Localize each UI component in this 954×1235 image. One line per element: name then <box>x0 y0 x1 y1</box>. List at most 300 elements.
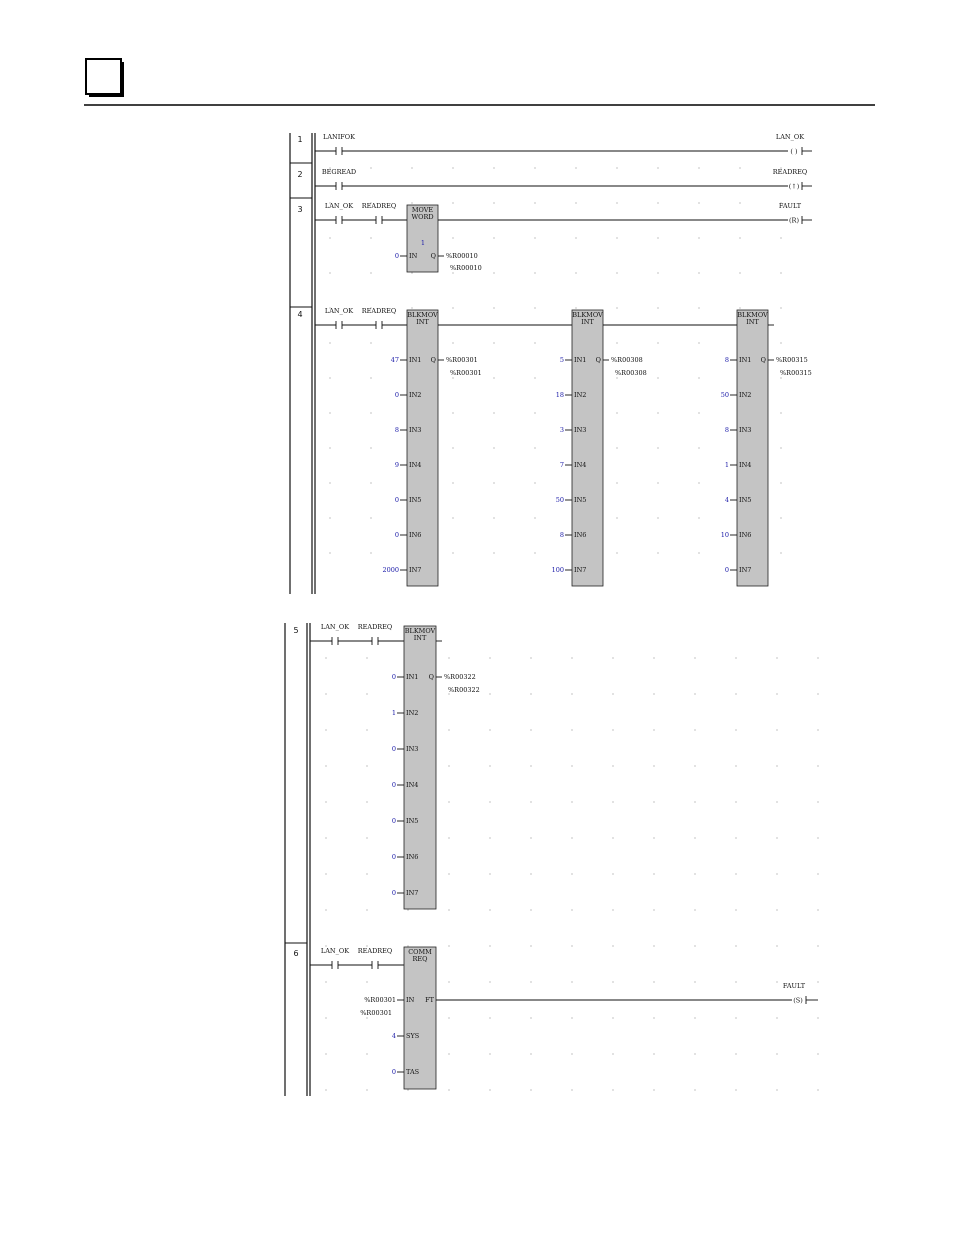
grid-dot <box>325 693 326 694</box>
grid-dot <box>817 693 818 694</box>
grid-dot <box>817 657 818 658</box>
rung-number: 5 <box>293 626 299 635</box>
grid-dot <box>653 873 654 874</box>
grid-dot <box>575 202 576 203</box>
grid-dot <box>616 517 617 518</box>
grid-dot <box>657 412 658 413</box>
grid-dot <box>817 945 818 946</box>
grid-dot <box>329 237 330 238</box>
grid-dot <box>616 202 617 203</box>
input-value: 8 <box>724 426 729 434</box>
grid-dot <box>329 272 330 273</box>
grid-dot <box>653 801 654 802</box>
grid-dot <box>407 909 408 910</box>
grid-dot <box>448 801 449 802</box>
grid-dot <box>817 909 818 910</box>
grid-dot <box>616 377 617 378</box>
grid-dot <box>694 801 695 802</box>
block-subtitle: WORD <box>411 213 434 221</box>
coil-label: FAULT <box>782 982 806 990</box>
pin-label: IN6 <box>574 531 587 539</box>
grid-dot <box>452 377 453 378</box>
grid-dot <box>411 307 412 308</box>
grid-dot <box>329 517 330 518</box>
grid-dot <box>657 552 658 553</box>
grid-dot <box>735 873 736 874</box>
grid-dot <box>530 873 531 874</box>
grid-dot <box>612 981 613 982</box>
grid-dot <box>493 412 494 413</box>
input-value: 0 <box>391 1068 396 1076</box>
grid-dot <box>489 945 490 946</box>
contact-label: READREQ <box>357 947 393 955</box>
grid-dot <box>653 729 654 730</box>
grid-dot <box>452 447 453 448</box>
grid-dot <box>616 272 617 273</box>
pin-label: IN3 <box>409 426 422 434</box>
grid-dot <box>612 657 613 658</box>
grid-dot <box>325 1089 326 1090</box>
grid-dot <box>325 981 326 982</box>
grid-dot <box>817 1053 818 1054</box>
pin-label: IN1 <box>574 356 587 364</box>
pin-label: IN2 <box>409 391 422 399</box>
grid-dot <box>694 1017 695 1018</box>
grid-dot <box>370 342 371 343</box>
grid-dot <box>776 1089 777 1090</box>
grid-dot <box>530 1017 531 1018</box>
grid-dot <box>571 801 572 802</box>
grid-dot <box>657 342 658 343</box>
grid-dot <box>534 552 535 553</box>
rung-number: 6 <box>293 949 299 958</box>
input-value: 0 <box>391 817 396 825</box>
contact-label: BEGREAD <box>321 168 357 176</box>
grid-dot <box>739 167 740 168</box>
grid-dot <box>653 1017 654 1018</box>
grid-dot <box>452 167 453 168</box>
grid-dot <box>698 552 699 553</box>
grid-dot <box>493 272 494 273</box>
contact-label: LAN_OK <box>320 623 350 631</box>
grid-dot <box>325 1053 326 1054</box>
grid-dot <box>657 167 658 168</box>
grid-dot <box>489 765 490 766</box>
pin-label: Q <box>430 356 436 364</box>
grid-dot <box>575 307 576 308</box>
input-value: 0 <box>391 781 396 789</box>
grid-dot <box>366 1053 367 1054</box>
grid-dot <box>489 873 490 874</box>
pin-label: IN5 <box>406 817 419 825</box>
input-value: 100 <box>551 566 564 574</box>
grid-dot <box>653 945 654 946</box>
grid-dot <box>698 272 699 273</box>
grid-dot <box>489 981 490 982</box>
output-ref: %R00308 <box>611 356 643 364</box>
grid-dot <box>817 765 818 766</box>
input-value: 7 <box>559 461 564 469</box>
grid-dot <box>325 909 326 910</box>
grid-dot <box>448 1053 449 1054</box>
grid-dot <box>776 657 777 658</box>
input-value: 0 <box>724 566 729 574</box>
input-value: 10 <box>720 531 729 539</box>
grid-dot <box>534 202 535 203</box>
grid-dot <box>366 873 367 874</box>
grid-dot <box>571 1053 572 1054</box>
grid-dot <box>653 909 654 910</box>
grid-dot <box>329 482 330 483</box>
grid-dot <box>735 693 736 694</box>
grid-dot <box>530 1089 531 1090</box>
grid-dot <box>452 552 453 553</box>
function-block <box>407 310 438 586</box>
grid-dot <box>366 693 367 694</box>
grid-dot <box>612 693 613 694</box>
grid-dot <box>694 981 695 982</box>
pin-label: IN7 <box>574 566 587 574</box>
grid-dot <box>776 945 777 946</box>
ladder-rungs <box>285 133 818 1096</box>
pin-label: IN6 <box>739 531 752 539</box>
output-ref: %R00010 <box>446 252 478 260</box>
grid-dot <box>653 1089 654 1090</box>
grid-dot <box>366 657 367 658</box>
block-subtitle: INT <box>413 634 427 642</box>
grid-dot <box>616 552 617 553</box>
input-value: 50 <box>555 496 564 504</box>
grid-dot <box>493 377 494 378</box>
chapter-marker <box>86 59 124 97</box>
pin-label: IN <box>409 252 418 260</box>
grid-dot <box>612 765 613 766</box>
input-value: %R00301 <box>360 1009 392 1017</box>
grid-dot <box>735 765 736 766</box>
grid-dot <box>780 237 781 238</box>
grid-dot <box>653 837 654 838</box>
grid-dot <box>493 167 494 168</box>
grid-dot <box>493 342 494 343</box>
block-subtitle: REQ <box>412 955 428 963</box>
grid-dot <box>776 693 777 694</box>
function-block <box>737 310 768 586</box>
grid-dot <box>571 693 572 694</box>
grid-dot <box>370 272 371 273</box>
block-title: COMM <box>408 948 432 956</box>
grid-dot <box>698 167 699 168</box>
pin-label: IN7 <box>406 889 419 897</box>
input-value: 0 <box>394 531 399 539</box>
output-ref: %R00301 <box>450 369 482 377</box>
grid-dot <box>411 272 412 273</box>
output-ref: %R00322 <box>444 673 476 681</box>
grid-dot <box>657 517 658 518</box>
block-title: MOVE <box>411 206 434 214</box>
grid-dot <box>448 945 449 946</box>
grid-dot <box>698 482 699 483</box>
input-value: %R00301 <box>364 996 396 1004</box>
grid-dot <box>735 945 736 946</box>
contact-label: LAN_OK <box>324 307 354 315</box>
pin-label: IN6 <box>406 853 419 861</box>
grid-dot <box>776 981 777 982</box>
grid-dot <box>370 517 371 518</box>
rung-number: 2 <box>297 170 303 179</box>
grid-dot <box>694 657 695 658</box>
input-value: 5 <box>559 356 564 364</box>
grid-dot <box>329 552 330 553</box>
grid-dot <box>817 981 818 982</box>
grid-dot <box>370 447 371 448</box>
grid-dot <box>735 801 736 802</box>
input-value: 2000 <box>382 566 399 574</box>
grid-dot <box>534 447 535 448</box>
grid-dot <box>407 945 408 946</box>
grid-dot <box>366 981 367 982</box>
grid-dot <box>489 729 490 730</box>
input-value: 18 <box>555 391 564 399</box>
grid-dot <box>325 1017 326 1018</box>
grid-dot <box>325 729 326 730</box>
grid-dot <box>366 1017 367 1018</box>
grid-dot <box>698 342 699 343</box>
grid-dot <box>817 1089 818 1090</box>
grid-dot <box>735 909 736 910</box>
grid-dot <box>616 447 617 448</box>
grid-dot <box>616 237 617 238</box>
coil-label: LAN_OK <box>775 133 805 141</box>
input-value: 8 <box>559 531 564 539</box>
grid-dot <box>776 801 777 802</box>
pin-label: FT <box>425 996 434 1004</box>
grid-dot <box>653 657 654 658</box>
grid-dot <box>657 307 658 308</box>
grid-dot <box>571 981 572 982</box>
grid-dot <box>530 657 531 658</box>
grid-dot <box>735 837 736 838</box>
grid-dot <box>776 873 777 874</box>
block-subtitle: INT <box>581 318 594 326</box>
pin-label: IN2 <box>739 391 752 399</box>
grid-dot <box>530 765 531 766</box>
pin-label: IN5 <box>739 496 752 504</box>
grid-dot <box>448 981 449 982</box>
grid-dot <box>489 693 490 694</box>
grid-dot <box>370 377 371 378</box>
grid-dot <box>735 657 736 658</box>
pin-label: Q <box>428 673 434 681</box>
grid-dot <box>489 801 490 802</box>
grid-dot <box>616 342 617 343</box>
function-block <box>572 310 603 586</box>
input-value: 9 <box>394 461 399 469</box>
grid-dot <box>493 237 494 238</box>
grid-dot <box>448 909 449 910</box>
grid-dot <box>325 801 326 802</box>
grid-dot <box>698 237 699 238</box>
pin-label: IN3 <box>574 426 587 434</box>
grid-dot <box>575 272 576 273</box>
grid-dot <box>698 412 699 413</box>
grid-dot <box>329 447 330 448</box>
grid-dot <box>612 1017 613 1018</box>
grid-dot <box>575 237 576 238</box>
grid-dot <box>325 837 326 838</box>
contact-label: LAN_OK <box>320 947 350 955</box>
pin-label: IN3 <box>739 426 752 434</box>
grid-dot <box>780 517 781 518</box>
contact-label: READREQ <box>361 307 397 315</box>
output-ref: %R00315 <box>776 356 808 364</box>
input-value: 4 <box>391 1032 396 1040</box>
grid-dot <box>571 1017 572 1018</box>
output-ref: %R00010 <box>450 264 482 272</box>
grid-dot <box>452 517 453 518</box>
coil-symbol: ( ) <box>790 147 798 156</box>
grid-dot <box>448 837 449 838</box>
grid-dot <box>657 237 658 238</box>
rung-number: 3 <box>297 205 303 214</box>
grid-dot <box>698 307 699 308</box>
coil-symbol: (↑) <box>788 182 800 191</box>
grid-dot <box>612 909 613 910</box>
grid-dot <box>780 342 781 343</box>
grid-dot <box>571 765 572 766</box>
grid-dot <box>493 202 494 203</box>
grid-dot <box>735 729 736 730</box>
grid-dot <box>817 837 818 838</box>
grid-dot <box>612 1053 613 1054</box>
grid-dot <box>452 482 453 483</box>
input-value: 0 <box>394 496 399 504</box>
grid-dot <box>739 237 740 238</box>
output-ref: %R00315 <box>780 369 812 377</box>
input-value: 8 <box>724 356 729 364</box>
grid-dot <box>735 1017 736 1018</box>
grid-dot <box>493 447 494 448</box>
block-title: BLKMOV <box>572 311 603 319</box>
grid-dot <box>325 873 326 874</box>
block-title: BLKMOV <box>737 311 768 319</box>
grid-dot <box>698 447 699 448</box>
grid-dot <box>448 1017 449 1018</box>
grid-dot <box>571 909 572 910</box>
grid-dot <box>735 1053 736 1054</box>
grid-dot <box>452 307 453 308</box>
output-ref: %R00308 <box>615 369 647 377</box>
grid-dot <box>534 307 535 308</box>
block-title: BLKMOV <box>404 627 436 635</box>
grid-dot <box>780 447 781 448</box>
grid-dot <box>694 693 695 694</box>
grid-dot <box>534 342 535 343</box>
grid-dot <box>694 837 695 838</box>
grid-dot <box>735 1089 736 1090</box>
grid-dot <box>325 765 326 766</box>
function-block <box>404 626 436 909</box>
grid-dot <box>780 377 781 378</box>
grid-dot <box>653 765 654 766</box>
grid-dot <box>612 873 613 874</box>
input-value: 1 <box>391 709 396 717</box>
pin-label: IN5 <box>409 496 422 504</box>
grid-dot <box>694 945 695 946</box>
grid-dot <box>780 412 781 413</box>
rung-number: 4 <box>297 310 303 319</box>
grid-dot <box>653 1053 654 1054</box>
grid-dot <box>776 837 777 838</box>
grid-dot <box>530 981 531 982</box>
grid-dot <box>448 765 449 766</box>
input-value: 0 <box>391 745 396 753</box>
grid-dot <box>366 801 367 802</box>
grid-dot <box>452 237 453 238</box>
grid-dot <box>780 307 781 308</box>
grid-dot <box>366 765 367 766</box>
grid-dot <box>657 447 658 448</box>
grid-dot <box>530 693 531 694</box>
grid-dot <box>612 837 613 838</box>
grid-dot <box>366 837 367 838</box>
grid-dot <box>616 412 617 413</box>
block-title: BLKMOV <box>407 311 438 319</box>
coil-symbol: (R) <box>789 216 799 225</box>
grid-dot <box>530 945 531 946</box>
grid-dot <box>694 873 695 874</box>
grid-dot <box>366 729 367 730</box>
grid-dot <box>653 981 654 982</box>
grid-dot <box>411 202 412 203</box>
grid-dot <box>534 272 535 273</box>
pin-label: IN6 <box>409 531 422 539</box>
grid-dot <box>657 482 658 483</box>
pin-label: IN7 <box>409 566 422 574</box>
input-value: 0 <box>391 889 396 897</box>
grid-dot <box>694 765 695 766</box>
pin-label: TAS <box>406 1068 420 1076</box>
grid-dot <box>493 552 494 553</box>
grid-dot <box>489 837 490 838</box>
grid-dot <box>407 1089 408 1090</box>
grid-dot <box>657 377 658 378</box>
grid-dot <box>657 272 658 273</box>
grid-dot <box>534 412 535 413</box>
grid-dot <box>776 909 777 910</box>
pin-label: IN2 <box>574 391 587 399</box>
grid-dot <box>493 482 494 483</box>
grid-dot <box>780 482 781 483</box>
grid-dot <box>612 945 613 946</box>
input-value: 8 <box>394 426 399 434</box>
grid-dot <box>530 801 531 802</box>
grid-dot <box>534 377 535 378</box>
grid-dot <box>612 1089 613 1090</box>
coil-label: FAULT <box>778 202 802 210</box>
pin-label: SYS <box>406 1032 420 1040</box>
pin-label: IN4 <box>409 461 422 469</box>
grid-dot <box>489 909 490 910</box>
grid-dot <box>571 837 572 838</box>
grid-dot <box>694 909 695 910</box>
grid-dot <box>448 1089 449 1090</box>
input-value: 0 <box>391 673 396 681</box>
grid-dot <box>448 873 449 874</box>
grid-dot <box>739 202 740 203</box>
input-value: 3 <box>559 426 564 434</box>
input-value: 4 <box>724 496 729 504</box>
output-ref: %R00301 <box>446 356 478 364</box>
